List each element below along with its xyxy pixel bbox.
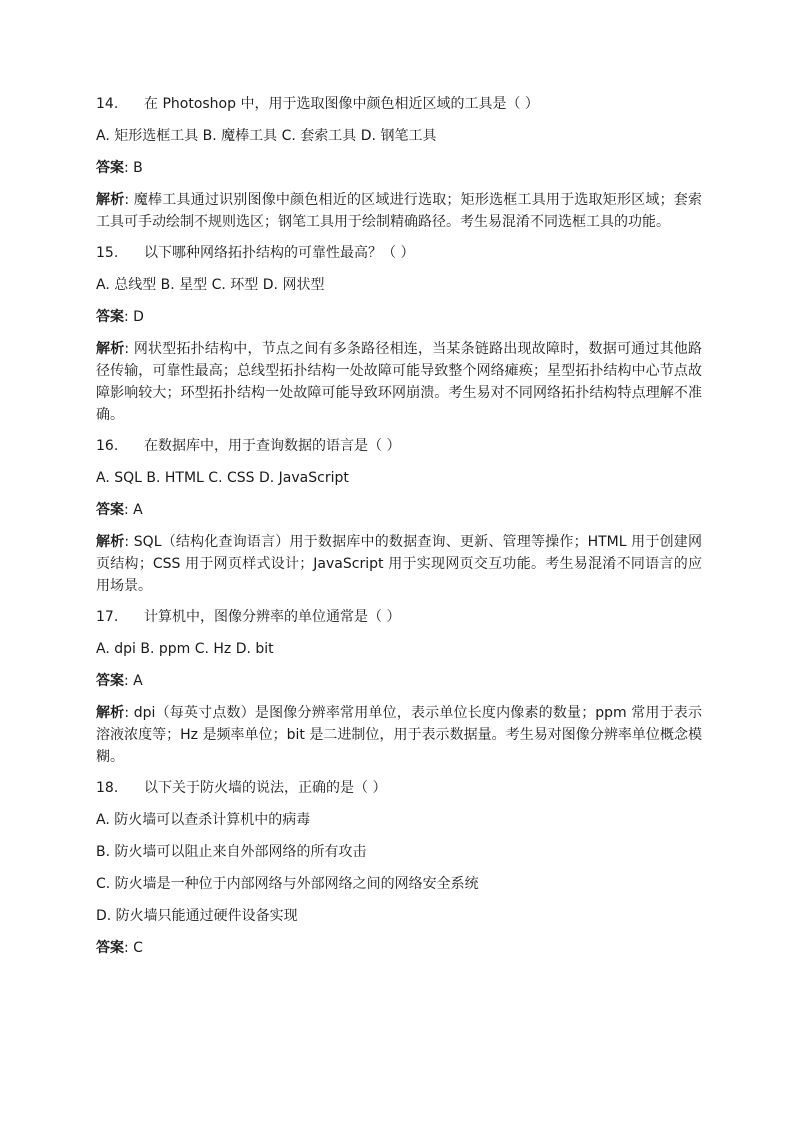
question-block: [96, 92, 702, 233]
answer-label: 答案: [96, 940, 124, 956]
answer-value: B: [133, 160, 143, 176]
question-stem: [96, 241, 702, 265]
option-a: A. 防火墙可以查杀计算机中的病毒: [96, 812, 311, 828]
explanation-text: dpi（每英寸点数）是图像分辨率常用单位，表示单位长度内像素的数量；ppm 常用于表示溶液浓度等；Hz 是频率单位；bit 是二进制位，用于表示数据量。考生易对图像分辨率单位概念模糊。: [96, 705, 702, 765]
explanation: [96, 531, 702, 597]
explanation: [96, 189, 702, 233]
question-stem: [96, 776, 702, 800]
explanation-label: 解析: [96, 192, 125, 208]
question-number: 16.: [96, 438, 119, 454]
question-text: 以下哪种网络拓扑结构的可靠性最高？（ ）: [144, 245, 415, 261]
explanation-text: 魔棒工具通过识别图像中颜色相近的区域进行选取；矩形选框工具用于选取矩形区域；套索工具可手动绘制不规则选区；钢笔工具用于绘制精确路径。考生易混淆不同选框工具的功能。: [96, 192, 703, 230]
question-text: 计算机中，图像分辨率的单位通常是（ ）: [144, 609, 401, 625]
explanation-sep: :: [124, 534, 134, 550]
answer-value: A: [133, 673, 143, 689]
explanation: [96, 702, 702, 768]
explanation-label: 解析: [96, 705, 125, 721]
question-stem: [96, 605, 702, 629]
answer-line: [96, 669, 702, 693]
option-c: C. 防火墙是一种位于内部网络与外部网络之间的网络安全系统: [96, 876, 479, 892]
question-text: 在数据库中，用于查询数据的语言是（ ）: [144, 438, 401, 454]
answer-line: [96, 936, 702, 960]
explanation-sep: :: [124, 341, 134, 357]
question-options: A. 矩形选框工具 B. 魔棒工具 C. 套索工具 D. 钢笔工具: [96, 128, 437, 144]
explanation-text: SQL（结构化查询语言）用于数据库中的数据查询、更新、管理等操作；HTML 用于创建网页结构；CSS 用于网页样式设计；JavaScript 用于实现网页交互功能。考生易混淆不同语言的应用场景。: [96, 534, 702, 594]
question-block: [96, 776, 702, 960]
question-block: [96, 434, 702, 597]
answer-value: D: [133, 309, 144, 325]
answer-value: A: [133, 502, 143, 518]
answer-line: [96, 305, 702, 329]
question-block: [96, 241, 702, 426]
explanation: [96, 338, 702, 426]
question-options: A. dpi B. ppm C. Hz D. bit: [96, 641, 274, 657]
answer-line: [96, 156, 702, 180]
answer-label: 答案: [96, 673, 124, 689]
answer-sep: :: [124, 160, 134, 176]
question-block: [96, 605, 702, 768]
answer-sep: :: [124, 502, 134, 518]
question-stem: [96, 92, 702, 116]
answer-sep: :: [124, 940, 134, 956]
answer-sep: :: [124, 309, 134, 325]
question-number: 15.: [96, 245, 119, 261]
question-number: 17.: [96, 609, 119, 625]
question-number: 14.: [96, 96, 119, 112]
explanation-text: 网状型拓扑结构中，节点之间有多条路径相连，当某条链路出现故障时，数据可通过其他路径传输，可靠性最高；总线型拓扑结构一处故障可能导致整个网络瘫痪；星型拓扑结构中心节点故障影响较大；环型拓扑结构一处故障可能导致环网崩溃。考生易对不同网络拓扑结构特点理解不准确。: [96, 341, 703, 423]
explanation-sep: :: [124, 705, 134, 721]
question-options: A. SQL B. HTML C. CSS D. JavaScript: [96, 470, 349, 486]
question-options: A. 总线型 B. 星型 C. 环型 D. 网状型: [96, 277, 325, 293]
question-text: 以下关于防火墙的说法，正确的是（ ）: [144, 780, 387, 796]
question-number: 18.: [96, 780, 119, 796]
answer-label: 答案: [96, 502, 124, 518]
answer-value: C: [133, 940, 143, 956]
answer-sep: :: [124, 673, 134, 689]
explanation-label: 解析: [96, 341, 125, 357]
document-page: [96, 92, 702, 969]
answer-label: 答案: [96, 309, 124, 325]
explanation-label: 解析: [96, 534, 125, 550]
option-b: B. 防火墙可以阻止来自外部网络的所有攻击: [96, 844, 367, 860]
option-d: D. 防火墙只能通过硬件设备实现: [96, 908, 298, 924]
question-text: 在 Photoshop 中，用于选取图像中颜色相近区域的工具是（ ）: [144, 96, 539, 112]
explanation-sep: :: [124, 192, 134, 208]
question-stem: [96, 434, 702, 458]
answer-line: [96, 498, 702, 522]
answer-label: 答案: [96, 160, 124, 176]
